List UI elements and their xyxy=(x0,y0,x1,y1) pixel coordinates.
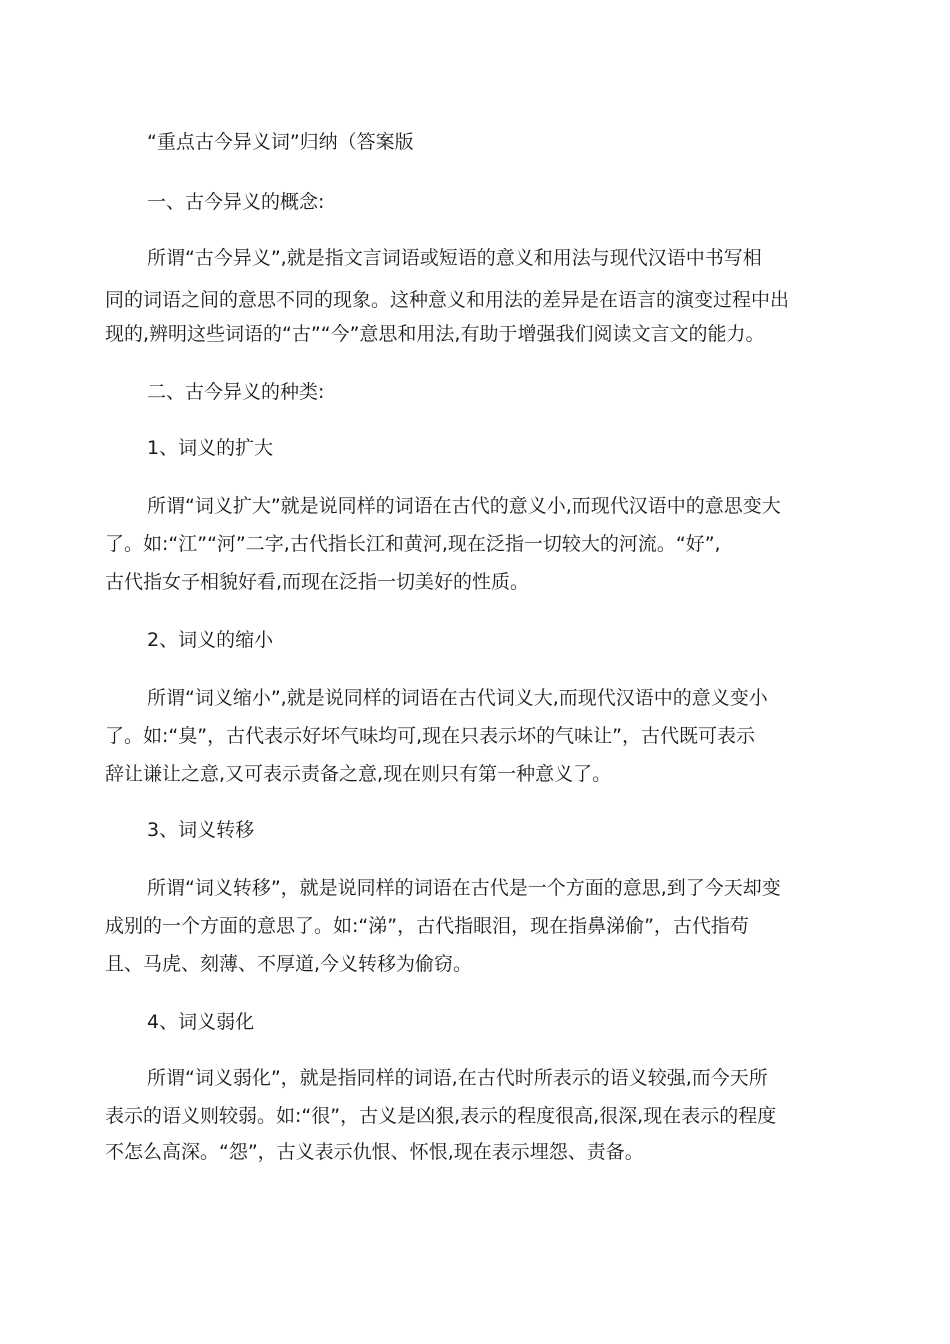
item-4-line-3: 不怎么高深。“怨”，古义表示仇恨、怀恨,现在表示埋怨、责备。 xyxy=(105,1141,644,1163)
item-4-heading: 4、词义弱化 xyxy=(147,1011,255,1033)
item-2-line-1: 所谓“词义缩小”,就是说同样的词语在古代词义大,而现代汉语中的意义变小 xyxy=(147,687,768,709)
section-1-line-3: 现的,辨明这些词语的“古”“今”意思和用法,有助于增强我们阅读文言文的能力。 xyxy=(105,323,765,345)
item-3-line-3: 且、马虎、刻薄、不厚道,今义转移为偷窃。 xyxy=(105,953,473,975)
item-2-heading: 2、词义的缩小 xyxy=(147,629,274,651)
item-2-line-3: 辞让谦让之意,又可表示责备之意,现在则只有第一种意义了。 xyxy=(105,763,612,785)
item-1-line-1: 所谓“词义扩大”就是说同样的词语在古代的意义小,而现代汉语中的意思变大 xyxy=(147,495,781,517)
section-1-line-1: 所谓“古今异义”,就是指文言词语或短语的意义和用法与现代汉语中书写相 xyxy=(147,247,762,269)
document-title: “重点古今异义词”归纳（答案版 xyxy=(147,131,414,153)
item-3-line-2: 成别的一个方面的意思了。如:“涕”，古代指眼泪，现在指鼻涕偷”，古代指苟 xyxy=(105,915,749,937)
item-1-line-3: 古代指女子相貌好看,而现在泛指一切美好的性质。 xyxy=(105,571,530,593)
section-2-heading: 二、古今异义的种类: xyxy=(147,381,325,403)
item-3-heading: 3、词义转移 xyxy=(147,819,255,841)
item-4-line-2: 表示的语义则较弱。如:“很”，古义是凶狠,表示的程度很高,很深,现在表示的程度 xyxy=(105,1105,777,1127)
item-3-line-1: 所谓“词义转移”，就是说同样的词语在古代是一个方面的意思,到了今天却变 xyxy=(147,877,781,899)
section-1-line-2: 同的词语之间的意思不同的现象。这种意义和用法的差异是在语言的演变过程中出 xyxy=(105,289,790,311)
item-2-line-2: 了。如:“臭”，古代表示好坏气味均可,现在只表示坏的气味让”，古代既可表示 xyxy=(105,725,755,747)
item-1-heading: 1、词义的扩大 xyxy=(147,437,274,459)
item-1-line-2: 了。如:“江”“河”二字,古代指长江和黄河,现在泛指一切较大的河流。“好”, xyxy=(105,533,721,555)
section-1-heading: 一、古今异义的概念: xyxy=(147,191,325,213)
item-4-line-1: 所谓“词义弱化”，就是指同样的词语,在古代时所表示的语义较强,而今天所 xyxy=(147,1067,768,1089)
